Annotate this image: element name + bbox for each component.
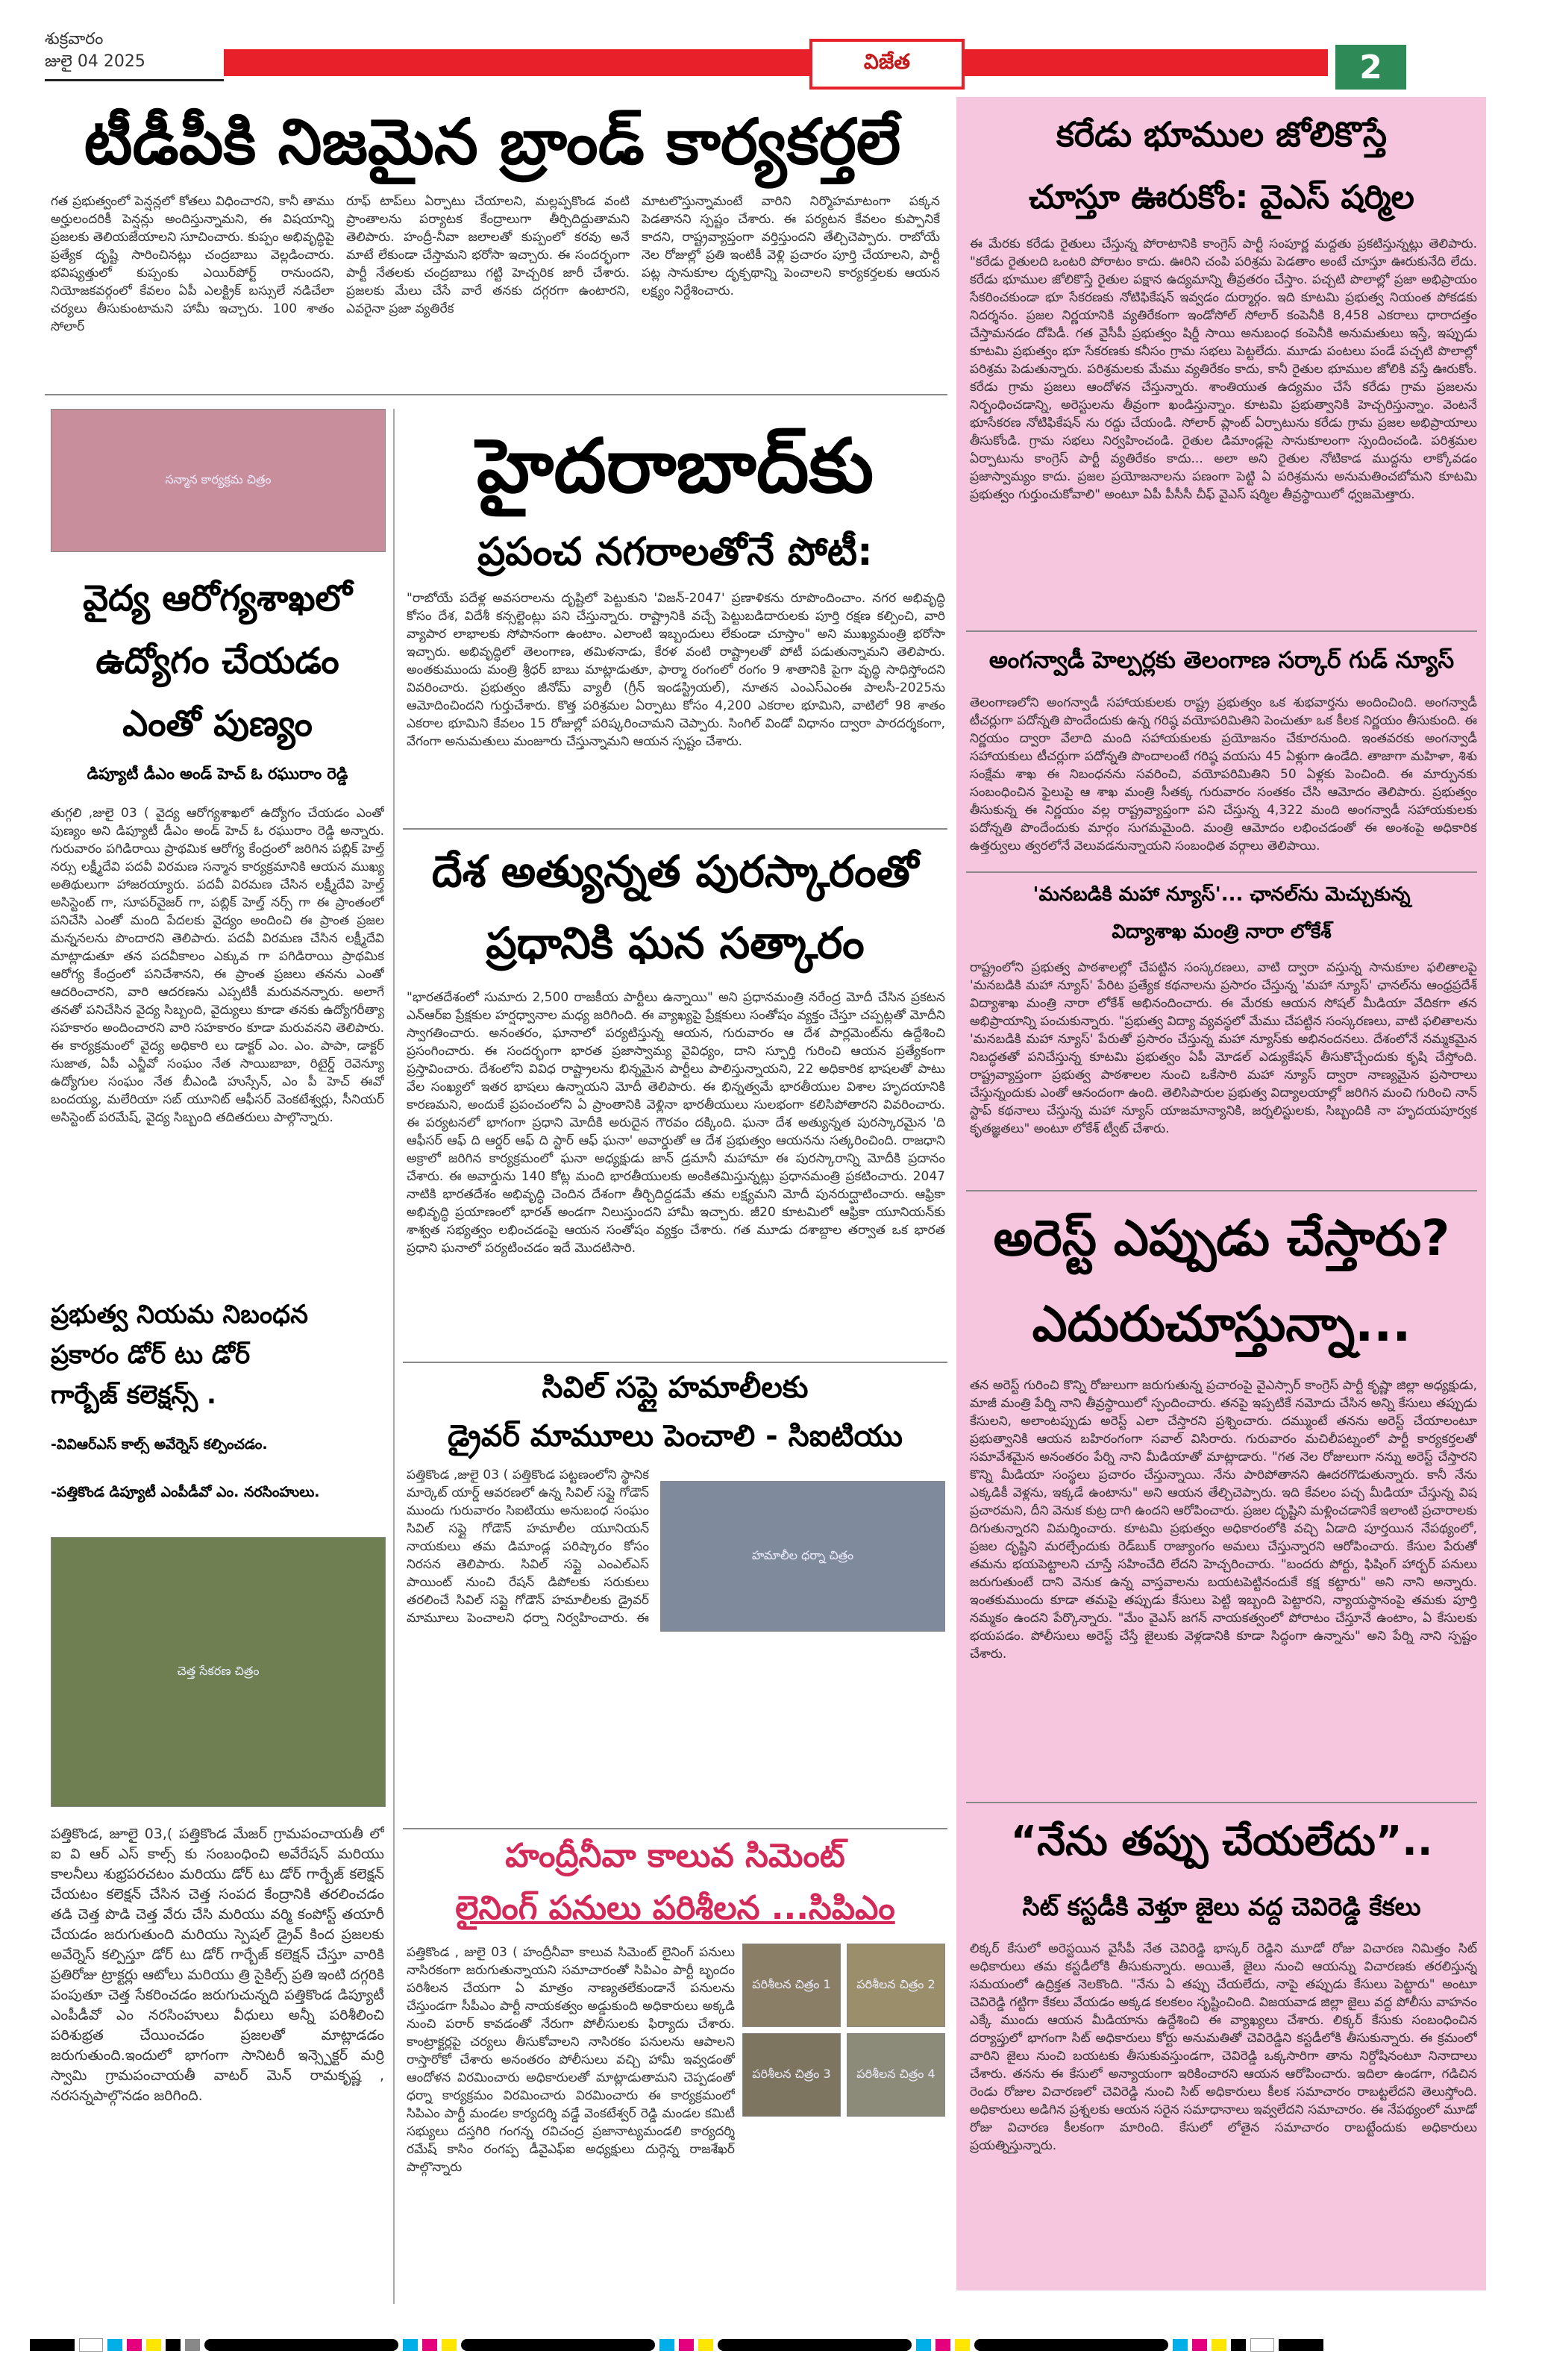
canal-photo-3: పరిశీలన చిత్రం 3 (742, 2033, 841, 2117)
health-body (51, 804, 384, 1282)
top-story-col-2: రూఫ్ టాప్‌లు ఏర్పాటు చేయాలని, మల్లప్పకొండ వంటి ప్రాంతాలను పర్యాటక కేంద్రాలుగా తీర్చిదిద్దుతామని తెలిపారు. హంద్రీ-నీవా జలాలతో కుప్పంలో కరవు అనే మాటే లేకుండా చేస్తామని భరోసా ఇచ్చారు. ఈ సందర్భంగా పార్టీ నేతలకు చంద్రబాబు గట్టి హెచ్చరిక జారీ చేశారు. ప్రజలకు మేలు చేసే వారే తనకు దగ్గరగా ఉంటారని, ఎవరైనా ప్రజా వ్యతిరేక (346, 194, 630, 316)
award-headline-line: దేశ అత్యున్నత పురస్కారంతో (431, 846, 919, 897)
civil-photo: హమాలీల ధర్నా చిత్రం (660, 1481, 945, 1632)
reg-mark (403, 2339, 418, 2351)
reg-mark (442, 2339, 457, 2351)
garbage-photo: చెత్త సేకరణ చిత్రం (51, 1537, 386, 1807)
award-body: "భారతదేశంలో సుమారు 2,500 రాజకీయ పార్టీలు ఉన్నాయి" అని ప్రధానమంత్రి నరేంద్ర మోదీ చేసిన ప్రకటన ఎన్ఆర్ఐ ప్రేక్షకుల హర్షధ్వానాల మధ్య జరిగింది. ఈ వ్యాఖ్యపై ప్రేక్షకులు సంతోషం వ్యక్తం చేస్తూ చప్పట్లతో మోదీని స్వాగతించారు. అనంతరం, ఘానాలో పర్యటిస్తున్న ఆయన, గురువారం ఆ దేశ పార్లమెంట్‌ను ఉద్దేశించి ప్రసంగించారు. ఈ సందర్భంగా భారత ప్రజాస్వామ్య వైవిధ్యం, దాని స్ఫూర్తి గురించి ఆయన ప్రత్యేకంగా ప్రస్తావించారు. దేశంలోని వివిధ రాష్ట్రాలను భిన్నమైన పార్టీలు పాలిస్తున్నాయని, 22 అధికారిక భాషలతో పాటు వేల సంఖ్యలో ఇతర భాషలు ఉన్నాయని మోదీ తెలిపారు. ఈ భిన్నత్వమే భారతీయుల విశాల హృదయానికి కారణమని, అందుకే ప్రపంచంలోని ఏ ప్రాంతానికి వెళ్లినా భారతీయులు సులభంగా కలిసిపోతారని వివరించారు. ఈ పర్యటనలో భాగంగా ప్రధాని మోదీకి అరుదైన గౌరవం దక్కింది. ఘనా దేశ అత్యున్నత పురస్కారమైన 'ది ఆఫీసర్ ఆఫ్ ది ఆర్డర్ ఆఫ్ ది స్టార్ ఆఫ్ ఘనా' అవార్డుతో ఆ దేశ ప్రభుత్వం ఆయనను సత్కరించింది. రాజధాని అక్రాలో జరిగిన కార్యక్రమంలో ఘనా అధ్యక్షుడు జాన్ డ్రమానీ మహామా ఈ పురస్కారాన్ని మోదీకి ప్రదానం చేశారు. ఈ అవార్డును 140 కోట్ల మంది భారతీయులకు అంకితమిస్తున్నట్లు ప్రధానమంత్రి ప్రకటించారు. 2047 నాటికి భారతదేశం అభివృద్ధి చెందిన దేశంగా తీర్చిదిద్దడమే తమ లక్ష్యమని మోదీ పునరుద్ఘాటించారు. ఆఫ్రికా అభివృద్ధి ప్రయాణంలో భారత్ అండగా నిలుస్తుందని హామీ ఇచ్చారు. జీ20 కూటమిలో ఆఫ్రికా యూనియన్‌కు శాశ్వత సభ్యత్వం లభించడంపై ఆయన సంతోషం వ్యక్తం చేశారు. గత మూడు దశాబ్దాల తర్వాత ఒక భారత ప్రధాని ఘనాలో పర్యటించడం ఇదే మొదటిసారి. (407, 990, 945, 1256)
civil-headline-1: సివిల్ సప్లై హమాలీలకు (542, 1371, 809, 1405)
sharmila-headline-2: చూస్తూ ఊరుకోం: వైఎస్ షర్మిల (1029, 178, 1414, 216)
reg-mark (679, 2339, 694, 2351)
hyderabad-headline: హైదరాబాద్‌కు (476, 422, 874, 510)
reg-mark (1231, 2339, 1246, 2351)
mana-badi-headline-1: 'మనబడికి మహా న్యూస్'... ఛానల్‌ను మెచ్చుకున్న (1032, 883, 1411, 906)
canal-headline-1: హంద్రీనీవా కాలువ సిమెంట్ (505, 1837, 845, 1875)
reg-mark (1192, 2339, 1207, 2351)
reg-mark (1173, 2339, 1188, 2351)
top-story-col-1: గత ప్రభుత్వంలో పెన్షన్లలో కోతలు విధించారని, కానీ తాము అర్హులందరికీ పెన్షన్లు అందిస్తున్నామని, ఈ విషయాన్ని ప్రజలకు తెలియజేయాలని సూచించారు. కుప్పం అభివృద్ధిపై ప్రత్యేక దృష్టి సారించినట్లు చంద్రబాబు వెల్లడించారు. భవిష్యత్తులో కుప్పంకు ఎయిర్‌పోర్ట్ రానుందని, నియోజకవర్గంలో కేవలం ఏపీ ఎలక్ట్రిక్ బస్సులే నడిచేలా చర్యలు తీసుకుంటామని హామీ ఇచ్చారు. 100 శాతం సోలార్ (51, 194, 334, 334)
reg-mark (955, 2339, 970, 2351)
reg-mark (204, 2339, 398, 2351)
column-divider (393, 409, 395, 2304)
reg-mark (1250, 2338, 1274, 2352)
garbage-dateline: పత్తికొండ, జూలై 03,( (51, 1826, 173, 1842)
page-number: 2 (1335, 45, 1406, 90)
chevireddy-headline-2: సిట్ కస్టడీకి వెళ్తూ జైలు వద్ద చెవిరెడ్డి కేకలు (1022, 1892, 1421, 1921)
award-headline-line: ప్రధానికి ఘన సత్కారం (486, 918, 865, 968)
divider (45, 394, 947, 395)
reg-mark (185, 2339, 200, 2351)
civil-body-narrow (407, 1466, 649, 1626)
reg-mark (718, 2339, 912, 2351)
print-registration-bar (30, 2334, 1514, 2356)
reg-mark (79, 2338, 103, 2352)
health-photo: సన్మాన కార్యక్రమ చిత్రం (51, 409, 386, 552)
reg-mark (422, 2339, 437, 2351)
divider (966, 1802, 1477, 1803)
arrest-headline-2: ఎదురుచూస్తున్నా... (1032, 1295, 1411, 1353)
anganwadi-headline: అంగన్వాడీ హెల్పర్లకు తెలంగాణ సర్కార్ గుడ్ న్యూస్ (988, 647, 1455, 674)
reg-mark (1212, 2339, 1226, 2351)
reg-mark (146, 2339, 161, 2351)
divider (403, 1828, 947, 1829)
top-headline: టీడీపీకి నిజమైన బ్రాండ్ కార్యకర్తలే (84, 105, 901, 178)
divider (403, 828, 947, 830)
garbage-headline (51, 1294, 384, 1415)
health-byline: డిప్యూటీ డీఎం అండ్ హెచ్ ఓ రఘురాం రెడ్డి (87, 765, 348, 783)
reg-mark (30, 2339, 75, 2351)
masthead-day: శుక్రవారం (45, 30, 104, 48)
masthead-date: జులై 04 2025 (45, 52, 224, 81)
civil-headline-2: డ్రైవర్ మామూలు పెంచాలి - సిఐటియు (448, 1419, 903, 1453)
mana-badi-headline-2: విద్యాశాఖ మంత్రి నారా లోకేశ్ (1112, 921, 1332, 943)
garbage-headline-line: ప్రభుత్వ నియమ నిబంధన (51, 1300, 309, 1330)
hyderabad-body: "రాబోయే పదేళ్ల అవసరాలను దృష్టిలో పెట్టుకుని 'విజన్-2047' ప్రణాళికను రూపొందించాం. నగర అభివృద్ధి కోసం దేశ, విదేశీ కన్సల్టెంట్లు పని చేస్తున్నారు. రాష్ట్రానికి వచ్చే పెట్టుబడిదారులకు పూర్తి రక్షణ కల్పించి, వారి వ్యాపార లాభాలకు సోపానంగా ఉంటాం. ఎలాంటి ఇబ్బందులు లేకుండా చూస్తాం" అని ముఖ్యమంత్రి భరోసా ఇచ్చారు. అభివృద్ధిలో తెలంగాణ, తమిళనాడు, కేరళ వంటి రాష్ట్రాలతో పోటీ పడుతున్నామని తెలిపారు. అంతకుముందు మంత్రి శ్రీధర్ బాబు మాట్లాడుతూ, ఫార్మా రంగంలో రంగం 9 శాతానికి పైగా వృద్ధి సాధిస్తోందని వివరించారు. ప్రభుత్వం జీనోమ్ వ్యాలీ (గ్రీన్ ఇండస్ట్రియల్), నూతన ఎంఎస్ఎంఈ పాలసీ-2025ను ఆమోదించిందని గుర్తుచేశారు. కొత్త పరిశ్రమల ఏర్పాటు కోసం 4,200 ఎకరాల భూమిని, వాటిలో 98 శాతం ఎకరాల భూమిని కేవలం 15 రోజుల్లో పరిష్కరించామని చెప్పారు. సింగిల్ విండో విధానం ద్వారా పారదర్శకంగా, వేగంగా అనుమతులు మంజూరు చేస్తున్నామని ఆయన స్పష్టం చేశారు. (407, 591, 945, 749)
reg-mark (935, 2339, 950, 2351)
canal-headline-2: లైనింగ్ పనులు పరిశీలన ...సిపిఎం (455, 1889, 895, 1927)
masthead-logo: విజేత (809, 39, 965, 90)
canal-photo-1: పరిశీలన చిత్రం 1 (742, 1944, 841, 2027)
reg-mark (698, 2339, 713, 2351)
garbage-body (51, 1824, 384, 2302)
health-headline-line: ఎంతో పుణ్యం (122, 703, 313, 745)
reg-mark (127, 2339, 142, 2351)
reg-mark (1279, 2339, 1323, 2351)
garbage-byline-2: -పత్తికొండ డిప్యూటీ ఎంపీడీవో ఎం. నరసింహులు. (51, 1484, 320, 1500)
chevireddy-headline-1: “నేను తప్పు చేయలేదు”.. (1010, 1817, 1433, 1864)
civil-dateline: పత్తికొండ ,జులై 03 ( (407, 1468, 509, 1482)
divider (966, 630, 1477, 632)
top-story-col-3: మాటలొస్తున్నామంటే వారిని నిర్మొహమాటంగా పక్కన పెడతానని స్పష్టం చేశారు. ఈ పర్యటన కేవలం కుప్పానికే కాదని, రాష్ట్రవ్యాప్తంగా వర్తిస్తుందని తేల్చిచెప్పారు. రాబోయే నెల రోజుల్లో ప్రతి ఇంటికీ వెళ్లి ప్రచారం పూర్తి చేయాలని, పార్టీ పట్ల సానుకూల దృక్పథాన్ని పెంచాలని కార్యకర్తలకు ఆయన లక్ష్యం నిర్దేశించారు. (642, 194, 940, 298)
arrest-headline-1: అరెస్ట్ ఎప్పుడు చేస్తారు? (993, 1209, 1450, 1267)
civil-body-text: పత్తికొండ పట్టణంలోని స్థానిక మార్కెట్ యార్డ్ ఆవరణలో ఉన్న సివిల్ సప్లై గోడౌన్ ముందు గురువారం సిఐటియు అనుబంధ సంఘం సివిల్ సప్లై గోడౌన్ హమాలీల యూనియన్ నాయకులు తమ డిమాండ్ల పరిష్కారం కోసం నిరసన తెలిపారు. సివిల్ సప్లై ఎంఎల్ఎస్ పాయింట్ నుంచి రేషన్ డిపోలకు సరుకులు తరలించే సివిల్ సప్లై గోడౌన్ హమాలీలకు డ్రైవర్ మామూలు పెంచాలని ధర్నా నిర్వహించారు. ఈ (407, 1468, 649, 1626)
arrest-body: తన అరెస్ట్ గురించి కొన్ని రోజులుగా జరుగుతున్న ప్రచారంపై వైఎస్సార్ కాంగ్రెస్ పార్టీ కృష్ణా జిల్లా అధ్యక్షుడు, మాజీ మంత్రి పేర్ని నాని తీవ్రస్థాయిలో స్పందించారు. తనపై ఇప్పటికే నమోదు చేసిన అన్ని కేసులు తప్పుడు కేసులని, అలాంటప్పుడు అరెస్ట్ ఎలా చేస్తారని ప్రశ్నించారు. దమ్ముంటే తనను అరెస్ట్ చేయాలంటూ ప్రభుత్వానికి ఆయన బహిరంగంగా సవాల్ విసిరారు. గురువారం మచిలీపట్నంలో పార్టీ కార్యకర్తలతో సమావేశమైన అనంతరం పేర్ని నాని మీడియాతో మాట్లాడారు. "గత నెల రోజులుగా నన్ను అరెస్ట్ చేస్తారని కొన్ని మీడియా సంస్థలు ప్రచారం చేస్తున్నాయి. నేను పారిపోతానని ఊదరగొడుతున్నారు. కానీ నేను ఎక్కడికీ వెళ్లను, ఇక్కడే ఉంటాను" అని ఆయన తేల్చిచెప్పారు. ఇది కేవలం పచ్చ మీడియా చేస్తున్న విష ప్రచారమని, దీని వెనుక కుట్ర దాగి ఉందని ఆరోపించారు. ప్రజల దృష్టిని మళ్లించడానికే ఇలాంటి ప్రచారాలకు దిగుతున్నారని విమర్శించారు. కూటమి ప్రభుత్వం అధికారంలోకి వచ్చి ఏడాది పూర్తయిన నేపథ్యంలో, ప్రజల దృష్టిని మరల్చేందుకు రెడ్‌బుక్ రాజ్యాంగం అమలు చేస్తున్నారని ఆరోపించారు. కేసుల పేరుతో తమను భయపెట్టాలని చూస్తే సహించేది లేదని హెచ్చరించారు. "బందరు పోర్టు, ఫిషింగ్ హార్బర్ పనులు జరుగుతుంటే దాని వెనుక ఉన్న వాస్తవాలను బయటపెట్టినందుకే కక్ష కట్టారు" అని నాని అన్నారు. ఇంతకుముందు కూడా తమపై తప్పుడు కేసులు పెట్టి ఇబ్బంది పెట్టారని, న్యాయస్థానంపై తమకు పూర్తి నమ్మకం ఉందని పేర్కొన్నారు. "మేం వైఎస్ జగన్ నాయకత్వంలో పోరాటం చేస్తూనే ఉంటాం, ఏ కేసులకు భయపడం. పోలీసులు అరెస్ట్ చేస్తే జైలుకు వెళ్లడానికి కూడా సిద్ధంగా ఉన్నాను" అని పేర్ని నాని స్పష్టం చేశారు. (970, 1378, 1477, 1662)
garbage-headline-line: ప్రకారం డోర్ టు డోర్ (51, 1340, 251, 1370)
health-body-text: వైద్య ఆరోగ్యశాఖలో ఉద్యోగం చేయడం ఎంతో పుణ్యం అని డిప్యూటీ డీఎం అండ్ హెచ్ ఓ రఘురాం రెడ్డి అన్నారు. గురువారం పగిడిరాయి ప్రాథమిక ఆరోగ్య కేంద్రంలో జరిగిన పబ్లిక్ హెల్త్ నర్సు లక్ష్మీదేవి పదవీ విరమణ సన్మాన కార్యక్రమానికి ఆయన ముఖ్య అతిథులుగా హాజరయ్యారు. పదవీ విరమణ చేసిన లక్ష్మీదేవి హెల్త్ అసిస్టెంట్ గా, సూపర్‌వైజర్ గా, పబ్లిక్ హెల్త్ నర్స్ గా ఈ ప్రాంతంలో పనిచేసి ఎంతో మంది పేదలకు వైద్యం అందించి ఈ ప్రాంత ప్రజల మన్ననలను పొందారని తెలిపారు. పదవీ విరమణ చేసిన లక్ష్మీదేవి మాట్లాడుతూ తన పదవీకాలం ఎక్కువ గా పగిడిరాయి ప్రాథమిక ఆరోగ్య కేంద్రంలో పనిచేశానని, ఈ ప్రాంత ప్రజలు తనను ఎంతో ఆదరించారని, వారి ఆదరణను ఎప్పటికీ మరువనన్నారు. అలాగే తనతో పనిచేసిన వైద్య సిబ్బంది, వైద్యులు కూడా తనకు ఉద్యోగరీత్యా సహకారం అందించారని వారి సహకారం కూడా మరువనని తెలిపారు. ఈ కార్యక్రమంలో వైద్య అధికారి లు డాక్టర్ ఎం. ఎం. పాపా, డాక్టర్ సుజాత, ఏపీ ఎన్జీవో సంఘం నేత సాయిబాబా, రిటైర్డ్ రెవెన్యూ ఉద్యోగుల సంఘం నేత బీఎండి హుస్సేన్, ఎం పీ హెచ్ ఈవో బందయ్య, మలేరియా సబ్ యూనిట్ ఆఫీసర్ వెంకటేశ్వర్లు, సీనియర్ అసిస్టెంట్ పరమేష్, వైద్య సిబ్బంది తదితరులు పాల్గొన్నారు. (51, 806, 384, 1125)
health-headline-line: వైద్య ఆరోగ్యశాఖలో (83, 577, 352, 619)
garbage-body-text: పత్తికొండ మేజర్ గ్రామపంచాయతీ లో ఐ వి ఆర్ ఎస్ కాల్స్ కు సంబంధించి అవేరేషన్ మరియు కాలనీలు శుభ్రపరచటం మరియు డోర్ టు డోర్ గార్బేజ్ కలెక్షన్ చేయటం కలెక్షన్ చేసిన చెత్త సంపద కేంద్రానికి తరలించడం తడి చెత్త పొడి చెత్త వేరు చేసి మరియు వర్మి కంపోస్ట్ తయారీ చేయడం జరుగుతుంది మరియు స్పెషల్ డ్రైవ్ కింద ప్రజలకు అవేర్నెస్ కల్పిస్తూ డోర్ టు డోర్ గార్బేజ్ కలెక్షన్ చేస్తూ వారికి ప్రతిరోజు ట్రాక్టర్లు ఆటోలు మరియు త్రి సైకిల్స్ ప్రతి ఇంటి దగ్గరికి పంపుతూ చెత్త సేకరించడం జరుగుచున్నది పత్తికొండ డిప్యూటీ ఎంపీడీవో ఎం నరసింహులు వీధులు అన్నీ పరిశీలించి పరిశుభ్రత చేయించడం ప్రజలతో మాట్లాడడం జరుగుతుంది.ఇందులో భాగంగా సానిటరీ ఇన్స్పెక్టర్ మర్రి స్వామి గ్రామపంచాయతీ వాటర్ మెన్ రామకృష్ణ , నరసన్నపాల్గొనడం జరిగింది. (51, 1826, 384, 2104)
divider (966, 871, 1477, 873)
award-headline (403, 836, 947, 979)
hyderabad-subheadline: ప్రపంచ నగరాలతోనే పోటీ: (477, 530, 873, 574)
chevireddy-body: లిక్కర్ కేసులో అరెస్టయిన వైసీపీ నేత చెవిరెడ్డి భాస్కర్ రెడ్డిని మూడో రోజు విచారణ నిమిత్తం సిట్ అధికారులు తమ కస్టడీలోకి తీసుకున్నారు. అయితే, జైలు నుంచి ఆయన్ను విచారణకు తరలిస్తున్న సమయంలో ఉద్రిక్తత నెలకొంది. "నేను ఏ తప్పు చేయలేదు, నాపై తప్పుడు కేసులు పెట్టారు" అంటూ చెవిరెడ్డి గట్టిగా కేకలు వేయడం అక్కడ కలకలం సృష్టించింది. విజయవాడ జిల్లా జైలు వద్ద పోలీసు వాహనం ఎక్కే ముందు ఆయన మీడియాను ఉద్దేశించి ఈ వ్యాఖ్యలు చేశారు. లిక్కర్ కేసుకు సంబంధించిన దర్యాప్తులో భాగంగా సిట్ అధికారులు కోర్టు అనుమతితో చెవిరెడ్డిని కస్టడీలోకి తీసుకున్నారు. ఈ క్రమంలో వారిని జైలు నుంచి బయటకు తీసుకువస్తుండగా, చెవిరెడ్డి ఒక్కసారిగా తాను నిర్దోషినంటూ నినాదాలు చేశారు. తనను ఈ కేసులో అన్యాయంగా ఇరికించారని ఆయన ఆరోపించారు. ఇదిలా ఉండగా, గడిచిన రెండు రోజుల విచారణలో చెవిరెడ్డి నుంచి సిట్ అధికారులు కీలక సమాచారం రాబట్టలేదని తెలుస్తోంది. అధికారులు అడిగిన ప్రశ్నలకు ఆయన సరైన సమాధానాలు ఇవ్వలేదని సమాచారం. ఈ నేపథ్యంలో మూడో రోజు విచారణ కీలకంగా మారింది. కేసులో లోతైన సమాచారం రాబట్టేందుకు అధికారులు ప్రయత్నిస్తున్నారు. (970, 1941, 1477, 2153)
masthead-dateblock (45, 30, 224, 81)
reg-mark (974, 2339, 1168, 2351)
anganwadi-body: తెలంగాణలోని అంగన్వాడీ సహాయకులకు రాష్ట్ర ప్రభుత్వం ఒక శుభవార్తను అందించింది. అంగన్వాడీ టీచర్లుగా పదోన్నతి పొందేందుకు ఉన్న గరిష్ఠ వయోపరిమితిని పెంచుతూ ఒక కీలక నిర్ణయం తీసుకుంది. ఈ నిర్ణయం ద్వారా వేలాది మంది సహాయకులకు ప్రయోజనం చేకూరనుంది. ఇంతవరకు అంగన్వాడీ సహాయకులు టీచర్లుగా పదోన్నతి పొందాలంటే గరిష్ఠ వయసు 45 ఏళ్లుగా ఉండేది. తాజాగా మహిళా, శిశు సంక్షేమ శాఖ ఈ నిబంధనను సవరించి, వయోపరిమితిని 50 ఏళ్లకు పెంచింది. ఈ మార్పునకు సంబంధించిన ఫైలుపై ఆ శాఖ మంత్రి సీతక్క గురువారం సంతకం చేసి ఆమోదం తెలిపారు. ప్రభుత్వం తీసుకున్న ఈ నిర్ణయం వల్ల రాష్ట్రవ్యాప్తంగా పని చేస్తున్న 4,322 మంది అంగన్వాడీ సహాయకులకు పదోన్నతి పొందేందుకు మార్గం సుగమమైంది. మంత్రి ఆమోదం లభించడంతో ఈ అంశంపై అధికారిక ఉత్తర్వులు త్వరలోనే వెలువడనున్నాయని సంబంధిత వర్గాలు తెలిపాయి. (970, 695, 1477, 854)
sharmila-headline-1: కరేడు భూముల జోలికొస్తే (1056, 114, 1388, 154)
health-headline (51, 567, 384, 755)
sharmila-body: ఈ మేరకు కరేడు రైతులు చేస్తున్న పోరాటానికి కాంగ్రెస్ పార్టీ సంపూర్ణ మద్దతు ప్రకటిస్తున్నట్లు తెలిపారు. "కరేడు రైతులది ఒంటరి పోరాటం కాదు. ఊరిని చంపి పరిశ్రమ పెడతాం అంటే చూస్తూ ఊరుకునేది లేదు. కరేడు భూముల జోలికొస్తే రైతుల పక్షాన ఉద్యమాన్ని తీవ్రతరం చేస్తాం. పచ్చటి పొలాల్లో ప్రజా అభిప్రాయం సేకరించకుండా భూ సేకరణకు నోటిఫికేషన్ ఇవ్వడం దుర్మార్గం. ఇది కూటమి ప్రభుత్వ నియంత పోకడకు నిదర్శనం. ప్రజల నిర్ణయానికి వ్యతిరేకంగా ఇండోసోల్ సోలార్ కంపెనీకి 8,458 ఎకరాలు ధారాదత్తం చేస్తామనడం దోపిడీ. గత వైసీపీ ప్రభుత్వం షిర్డీ సాయి అనుబంధ కంపెనీకి అనుమతులు ఇస్తే, ఇప్పుడు కూటమి ప్రభుత్వం భూ సేకరణకు కనీసం గ్రామ సభలు పెట్టలేదు. మూడు పంటలు పండే పచ్చటి పొలాల్లో పరిశ్రమ పెడుతున్నారు. పరిశ్రమలకు మేము వ్యతిరేకం కాదు, కానీ రైతుల భూముల జోలికి వస్తే ఊరుకోం. కరేడు గ్రామ ప్రజలు ఆందోళన చేస్తున్నారు. శాంతియుత ఉద్యమం చేసే కరేడు గ్రామ ప్రజలను నిర్బంధించడాన్ని, అరెస్టులను తీవ్రంగా ఖండిస్తున్నాం. కూటమి ప్రభుత్వానికి హెచ్చరిస్తున్నాం. వెంటనే భూసేకరణ నోటిఫికేషన్ ను రద్దు చేయండి. సోలార్ ప్లాంట్ ఏర్పాటును కరేడు గ్రామ ప్రజల అభిప్రాయాలు తీసుకోండి. గ్రామ సభలు నిర్వహించండి. రైతుల డిమాండ్లపై సానుకూలంగా స్పందించండి. పరిశ్రమల ఏర్పాటును కాంగ్రెస్ పార్టీ వ్యతిరేకం కాదు... అలా అని రైతుల నోటికాడ ముద్దను లాక్కోవడం ప్రజాస్వామ్యం కాదు. ప్రజల ప్రయోజనాలను పణంగా పెట్టి ఏ పరిశ్రమను అనుమతించబోమని కూటమి ప్రభుత్వం గుర్తుంచుకోవాలి" అంటూ ఏపీ పీసీసీ చీఫ్ వైఎస్ షర్మిల తీవ్రస్థాయిలో ధ్వజమెత్తారు. (970, 237, 1477, 502)
health-headline-line: ఉద్యోగం చేయడం (95, 640, 339, 682)
reg-mark (461, 2339, 655, 2351)
canal-dateline: పత్తికొండ , జులై 03 ( (407, 1945, 518, 1960)
canal-photo-4: పరిశీలన చిత్రం 4 (847, 2033, 945, 2117)
masthead-bar-right (970, 49, 1328, 76)
reg-mark (107, 2339, 122, 2351)
health-dateline: తుగ్గలి ,జులై 03 ( (51, 806, 149, 821)
reg-mark (166, 2339, 181, 2351)
reg-mark (916, 2339, 931, 2351)
canal-photo-2: పరిశీలన చిత్రం 2 (847, 1944, 945, 2027)
canal-body (407, 1944, 735, 2302)
garbage-headline-line: గార్బేజ్ కలెక్షన్స్ . (51, 1380, 216, 1410)
divider (966, 1190, 1477, 1191)
divider (403, 1362, 947, 1363)
mana-badi-body: రాష్ట్రంలోని ప్రభుత్వ పాఠశాలల్లో చేపట్టిన సంస్కరణలు, వాటి ద్వారా వస్తున్న సానుకూల ఫలితాలపై 'మనబడికి మహా న్యూస్' పేరిట ప్రత్యేక కథనాలను ప్రసారం చేస్తున్న 'మహా న్యూస్' ఛానల్‌ను ఆంధ్రప్రదేశ్ విద్యాశాఖ మంత్రి నారా లోకేశ్ అభినందించారు. ఈ మేరకు ఆయన సోషల్ మీడియా వేదికగా తన అభిప్రాయాన్ని పంచుకున్నారు. "ప్రభుత్వ విద్యా వ్యవస్థలో మేము చేపట్టిన సంస్కరణలు, వాటి ఫలితాలను 'మనబడికి మహా న్యూస్' పేరుతో ప్రసారం చేస్తున్న మహా న్యూస్‌కు అభినందనలు. దేశంలోనే నమ్మకమైన నిబద్ధతతో పనిచేస్తున్న కూటమి ప్రభుత్వం ఏపీ మోడల్ ఎడ్యుకేషన్ తీసుకొచ్చేందుకు కృషి చేస్తోంది. రాష్ట్రవ్యాప్తంగా ప్రభుత్వ పాఠశాలల నుంచి ఒకేసారి మహా న్యూస్ ద్వారా నాణ్యమైన ప్రసారాలు చేస్తున్నందుకు ఎంతో ఆనందంగా ఉంది. తెలిసిపారుల ప్రభుత్వ విద్యాలయాల్లో జరిగిన మంచి గురించి నాన్ స్టాప్ కథనాలు చేస్తున్న మహా న్యూస్ యాజమాన్యానికి, జర్నలిస్టులకు, సిబ్బందికి నా హృదయపూర్వక కృతజ్ఞతలు" అంటూ లోకేశ్ ట్వీట్ చేశారు. (970, 960, 1477, 1136)
garbage-byline-1: -వివిఆర్ఎస్ కాల్స్ అవేర్నెస్ కల్పించడం. (51, 1436, 268, 1453)
canal-body-text: హంద్రీనీవా కాలువ సిమెంట్ లైనింగ్ పనులు నాసిరకంగా జరుగుతున్నాయని సమాచారంతో సిపిఎం పార్టీ బృందం పరిశీలన చేయగా ఏ మాత్రం నాణ్యతలేకుండానే పనులను చేస్తుండగా సీపీఎం పార్టీ నాయకత్వం అడ్డుకుంది అధికారులు అక్కడి నుంచి పరార్ కావడంతో నేరుగా పోలీసులకు ఫిర్యాదు చేశారు. కాంట్రాక్టర్లపై చర్యలు తీసుకోవాలని నాసిరకం పనులను ఆపాలని రాస్తారోకో చేశారు అనంతరం పోలీసులు వచ్చి హామీ ఇవ్వడంతో ఆందోళన విరమించారు అధికారులతో మాట్లాడుతామని చెప్పడంతో ధర్నా కార్యక్రమం విరమించారు విరమించారు ఈ కార్యక్రమంలో సిపిఎం పార్టీ మండల కార్యదర్శి వడ్డే వెంకటేశ్వర్ రెడ్డి మండల కమిటీ సభ్యులు దస్తగిరి గంగన్న రవిచంద్ర ప్రజానాట్యమండలి కార్యదర్శి రమేష్ కాసిం రంగప్ప డీవైఎఫ్ఐ అధ్యక్షులు దుర్గెన్న రాజశేఖర్ పాల్గొన్నారు (407, 1945, 735, 2175)
reg-mark (659, 2339, 674, 2351)
